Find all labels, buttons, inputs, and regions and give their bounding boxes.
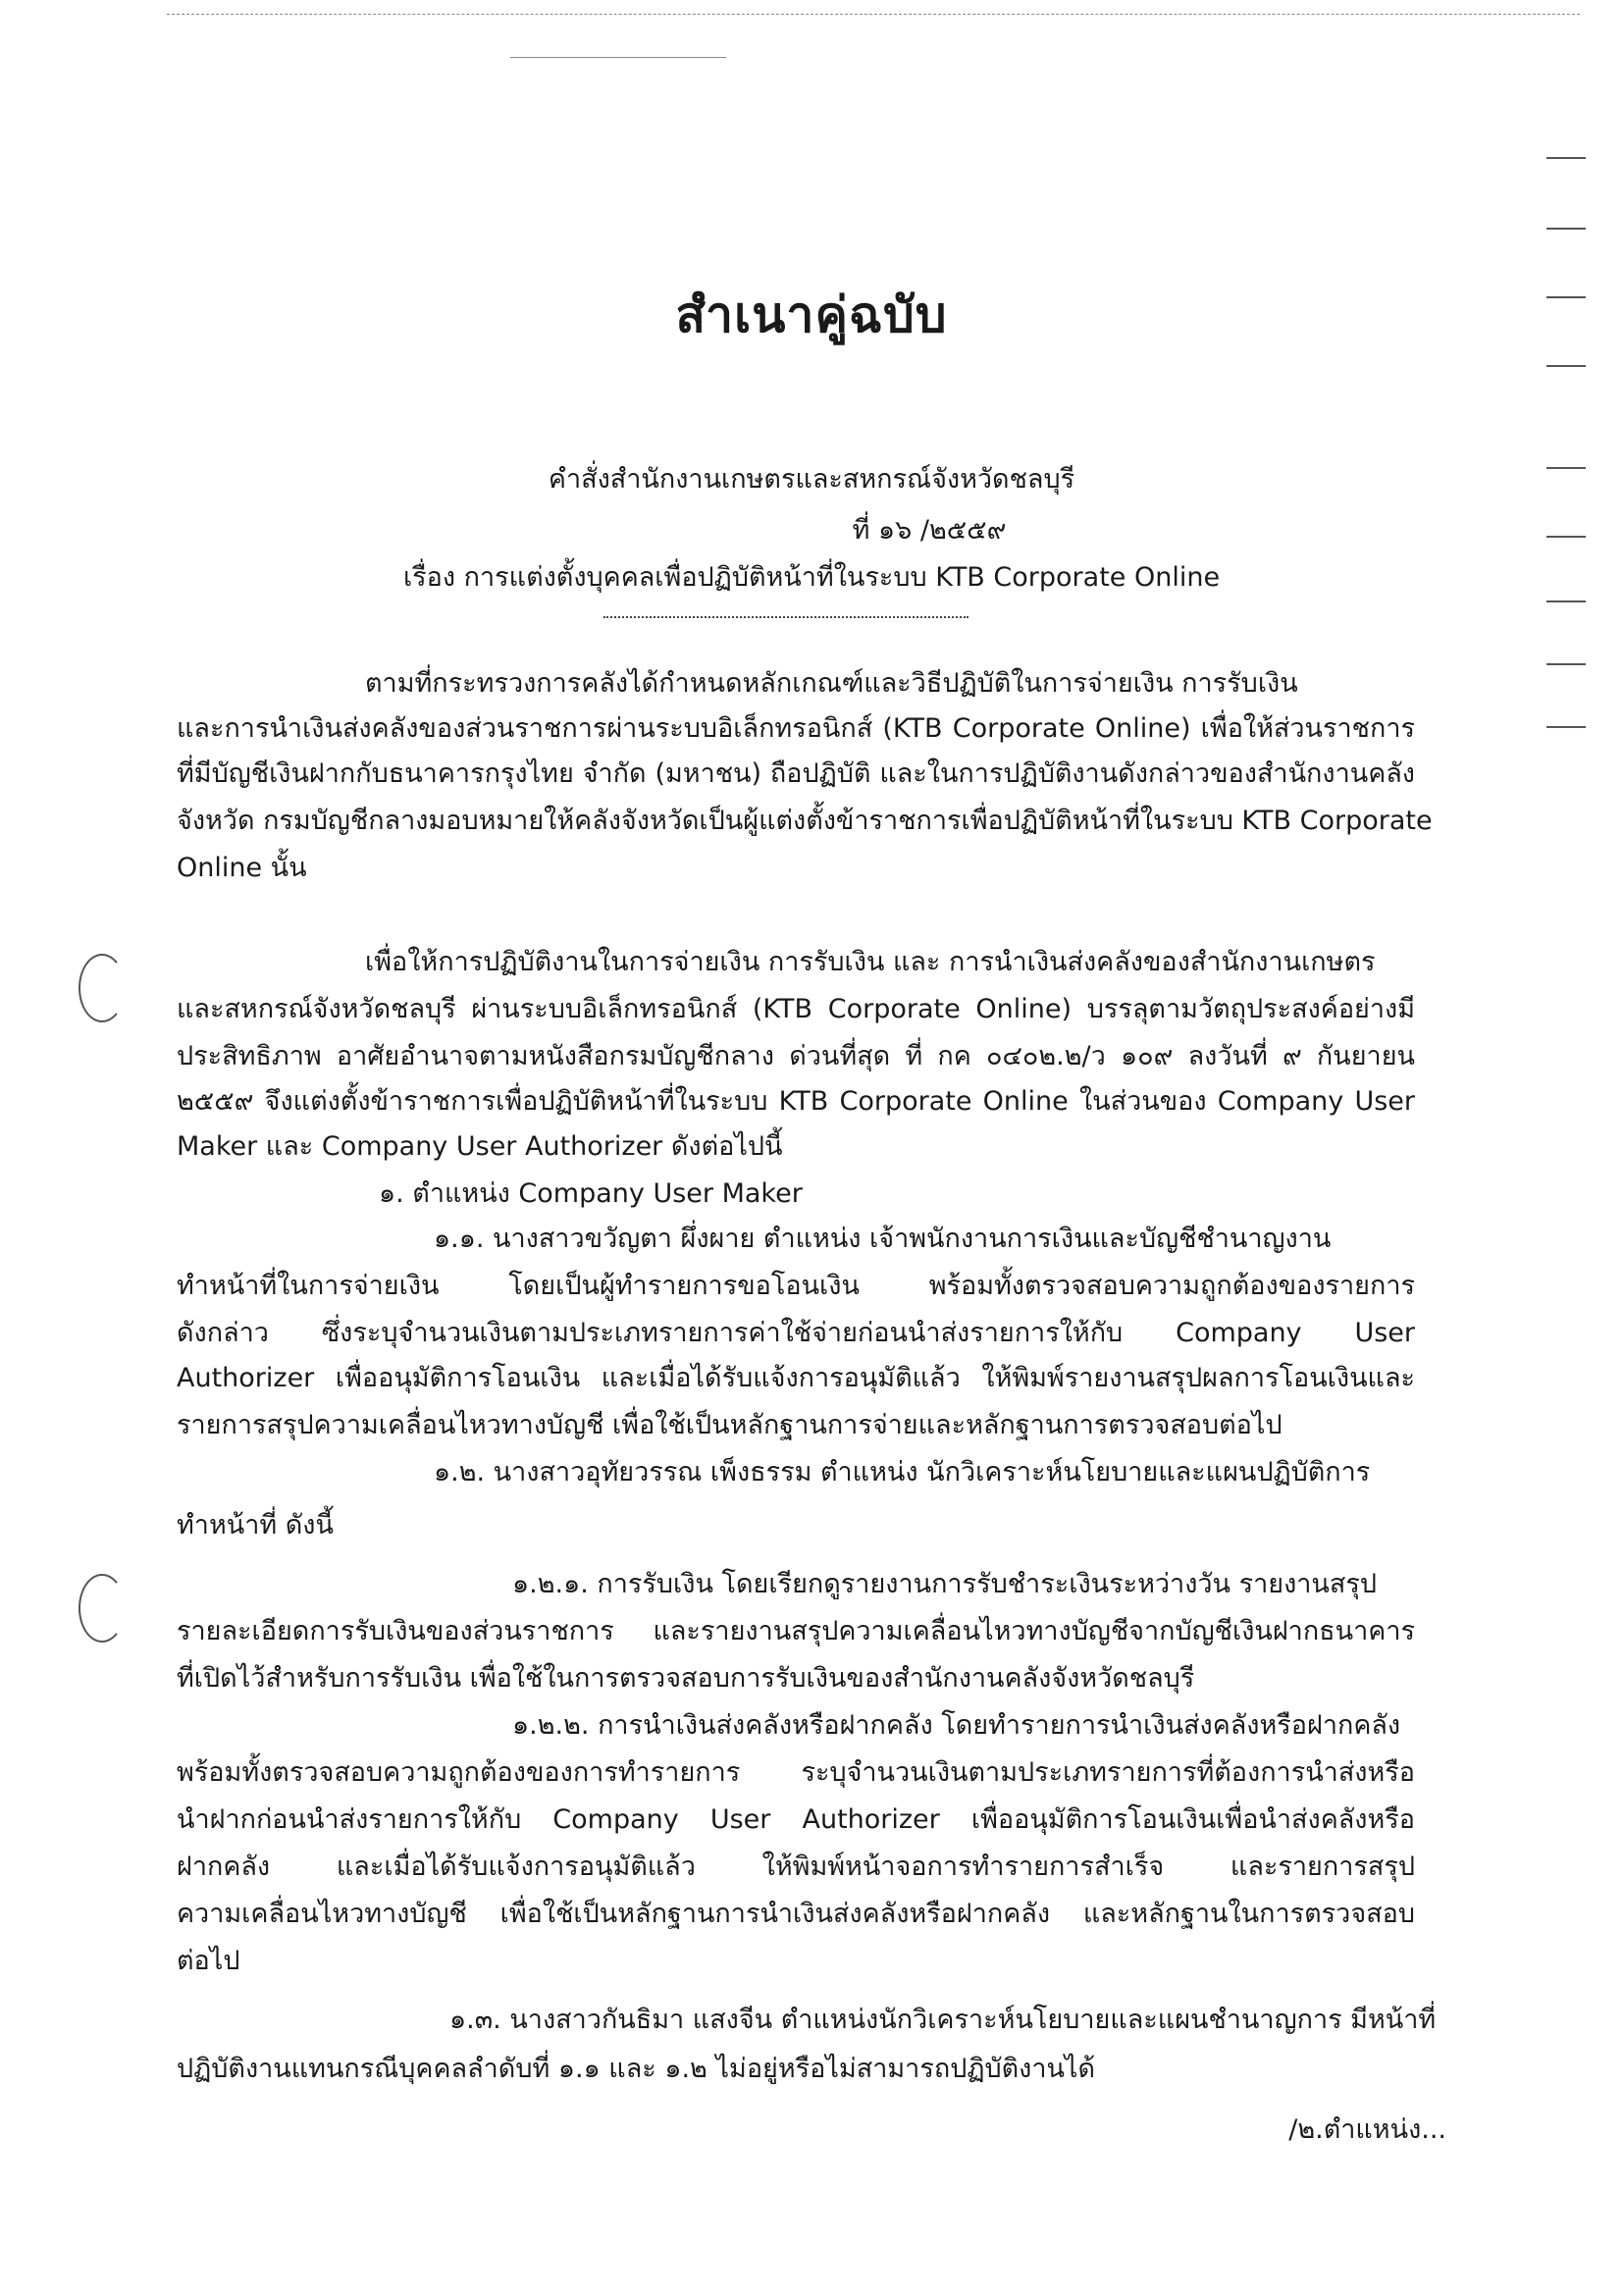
item-1-1-line: Authorizer เพื่ออนุมัติการโอนเงิน และเมื่อได้รับแจ้งการอนุมัติแล้ว ให้พิมพ์รายงานสรุปผลการโอนเงินและ <box>177 1363 1415 1393</box>
item-1-2-2-line: ๑.๒.๒. การนำเงินส่งคลังหรือฝากคลัง โดยทำรายการนำเงินส่งคลังหรือฝากคลัง <box>512 1710 1401 1741</box>
paragraph-2-line: และสหกรณ์จังหวัดชลบุรี ผ่านระบบอิเล็กทรอนิกส์ (KTB Corporate Online) บรรลุตามวัตถุประสงค์อย่างมี <box>177 994 1415 1024</box>
margin-mark <box>1546 663 1586 665</box>
item-1-1-line: ดังกล่าว ซึ่งระบุจำนวนเงินตามประเภทรายการค่าใช้จ่ายก่อนนำส่งรายการให้กับ Company User <box>177 1318 1415 1348</box>
item-1-2-2-line: ต่อไป <box>177 1946 240 1976</box>
item-1-1-line: ทำหน้าที่ในการจ่ายเงิน โดยเป็นผู้ทำรายการขอโอนเงิน พร้อมทั้งตรวจสอบความถูกต้องของรายการ <box>177 1271 1415 1301</box>
margin-mark <box>1546 726 1586 728</box>
scan-mark-line <box>510 57 726 58</box>
margin-mark <box>1546 157 1586 159</box>
punch-hole-mark <box>79 954 126 1022</box>
order-organization: คำสั่งสำนักงานเกษตรและสหกรณ์จังหวัดชลบุรี <box>548 464 1075 495</box>
paragraph-1-line: ตามที่กระทรวงการคลังได้กำหนดหลักเกณฑ์และวิธีปฏิบัติในการจ่ายเงิน การรับเงิน <box>365 668 1298 699</box>
scan-border-line <box>167 14 1580 15</box>
paragraph-1-line: ที่มีบัญชีเงินฝากกับธนาคารกรุงไทย จำกัด (มหาชน) ถือปฏิบัติ และในการปฏิบัติงานดังกล่าวของสำนักงานคลัง <box>177 758 1415 789</box>
paragraph-2-line: ๒๕๕๙ จึงแต่งตั้งข้าราชการเพื่อปฏิบัติหน้าที่ในระบบ KTB Corporate Online ในส่วนของ Company User <box>177 1086 1415 1117</box>
item-1-2-1-line: ๑.๒.๑. การรับเงิน โดยเรียกดูรายงานการรับชำระเงินระหว่างวัน รายงานสรุป <box>512 1569 1378 1599</box>
copy-stamp: สำเนาคู่ฉบับ <box>675 287 948 343</box>
margin-mark <box>1546 365 1586 367</box>
margin-mark <box>1546 228 1586 230</box>
paragraph-1-line: และการนำเงินส่งคลังของส่วนราชการผ่านระบบอิเล็กทรอนิกส์ (KTB Corporate Online) เพื่อให้ส่วนราชการ <box>177 713 1415 744</box>
item-1-2-1-line: รายละเอียดการรับเงินของส่วนราชการ และรายงานสรุปความเคลื่อนไหวทางบัญชีจากบัญชีเงินฝากธนาคาร <box>177 1616 1415 1646</box>
punch-hole-mark <box>79 1574 126 1643</box>
item-1-2-line: ๑.๒. นางสาวอุทัยวรรณ เพ็งธรรม ตำแหน่ง นักวิเคราะห์นโยบายและแผนปฏิบัติการ <box>434 1457 1371 1487</box>
item-1-1-line: รายการสรุปความเคลื่อนไหวทางบัญชี เพื่อใช้เป็นหลักฐานการจ่ายและหลักฐานการตรวจสอบต่อไป <box>177 1410 1283 1440</box>
item-1-2-2-line: นำฝากก่อนนำส่งรายการให้กับ Company User Authorizer เพื่ออนุมัติการโอนเงินเพื่อนำส่งคลังหรือ <box>177 1804 1415 1835</box>
section-1-title: ๑. ตำแหน่ง Company User Maker <box>379 1178 803 1209</box>
paragraph-2-line: ประสิทธิภาพ อาศัยอำนาจตามหนังสือกรมบัญชีกลาง ด่วนที่สุด ที่ กค ๐๔๐๒.๒/ว ๑๐๙ ลงวันที่ ๙ กันยายน <box>177 1041 1415 1071</box>
item-1-3-line: ปฏิบัติงานแทนกรณีบุคคลลำดับที่ ๑.๑ และ ๑.๒ ไม่อยู่หรือไม่สามารถปฏิบัติงานได้ <box>177 2054 1096 2084</box>
order-number: ที่ ๑๖ /๒๕๕๙ <box>852 515 1007 546</box>
item-1-2-line: ทำหน้าที่ ดังนี้ <box>177 1510 334 1540</box>
paragraph-2-line: เพื่อให้การปฏิบัติงานในการจ่ายเงิน การรับเงิน และ การนำเงินส่งคลังของสำนักงานเกษตร <box>365 947 1376 977</box>
item-1-2-1-line: ที่เปิดไว้สำหรับการรับเงิน เพื่อใช้ในการตรวจสอบการรับเงินของสำนักงานคลังจังหวัดชลบุรี <box>177 1663 1195 1694</box>
paragraph-1-line: จังหวัด กรมบัญชีกลางมอบหมายให้คลังจังหวัดเป็นผู้แต่งตั้งข้าราชการเพื่อปฏิบัติหน้าที่ในระบบ KTB Corporate <box>177 806 1433 836</box>
item-1-2-2-line: ฝากคลัง และเมื่อได้รับแจ้งการอนุมัติแล้ว ให้พิมพ์หน้าจอการทำรายการสำเร็จ และรายการสรุป <box>177 1852 1415 1882</box>
item-1-2-2-line: พร้อมทั้งตรวจสอบความถูกต้องของการทำรายการ ระบุจำนวนเงินตามประเภทรายการที่ต้องการนำส่งหรือ <box>177 1757 1415 1788</box>
order-subject: เรื่อง การแต่งตั้งบุคคลเพื่อปฏิบัติหน้าที่ในระบบ KTB Corporate Online <box>402 562 1221 593</box>
paragraph-1-line: Online นั้น <box>177 853 307 883</box>
margin-mark <box>1546 600 1586 602</box>
item-1-3-line: ๑.๓. นางสาวกันธิมา แสงจีน ตำแหน่งนักวิเคราะห์นโยบายและแผนชำนาญการ มีหน้าที่ <box>449 2005 1437 2035</box>
paragraph-2-line: Maker และ Company User Authorizer ดังต่อไปนี้ <box>177 1131 783 1162</box>
separator-dots <box>603 616 969 618</box>
item-1-2-2-line: ความเคลื่อนไหวทางบัญชี เพื่อใช้เป็นหลักฐานการนำเงินส่งคลังหรือฝากคลัง และหลักฐานในการตรวจสอบ <box>177 1899 1415 1929</box>
item-1-1-line: ๑.๑. นางสาวขวัญตา ผึ่งผาย ตำแหน่ง เจ้าพนักงานการเงินและบัญชีชำนาญงาน <box>434 1224 1332 1254</box>
continuation-marker: /๒.ตำแหน่ง... <box>1288 2114 1446 2145</box>
